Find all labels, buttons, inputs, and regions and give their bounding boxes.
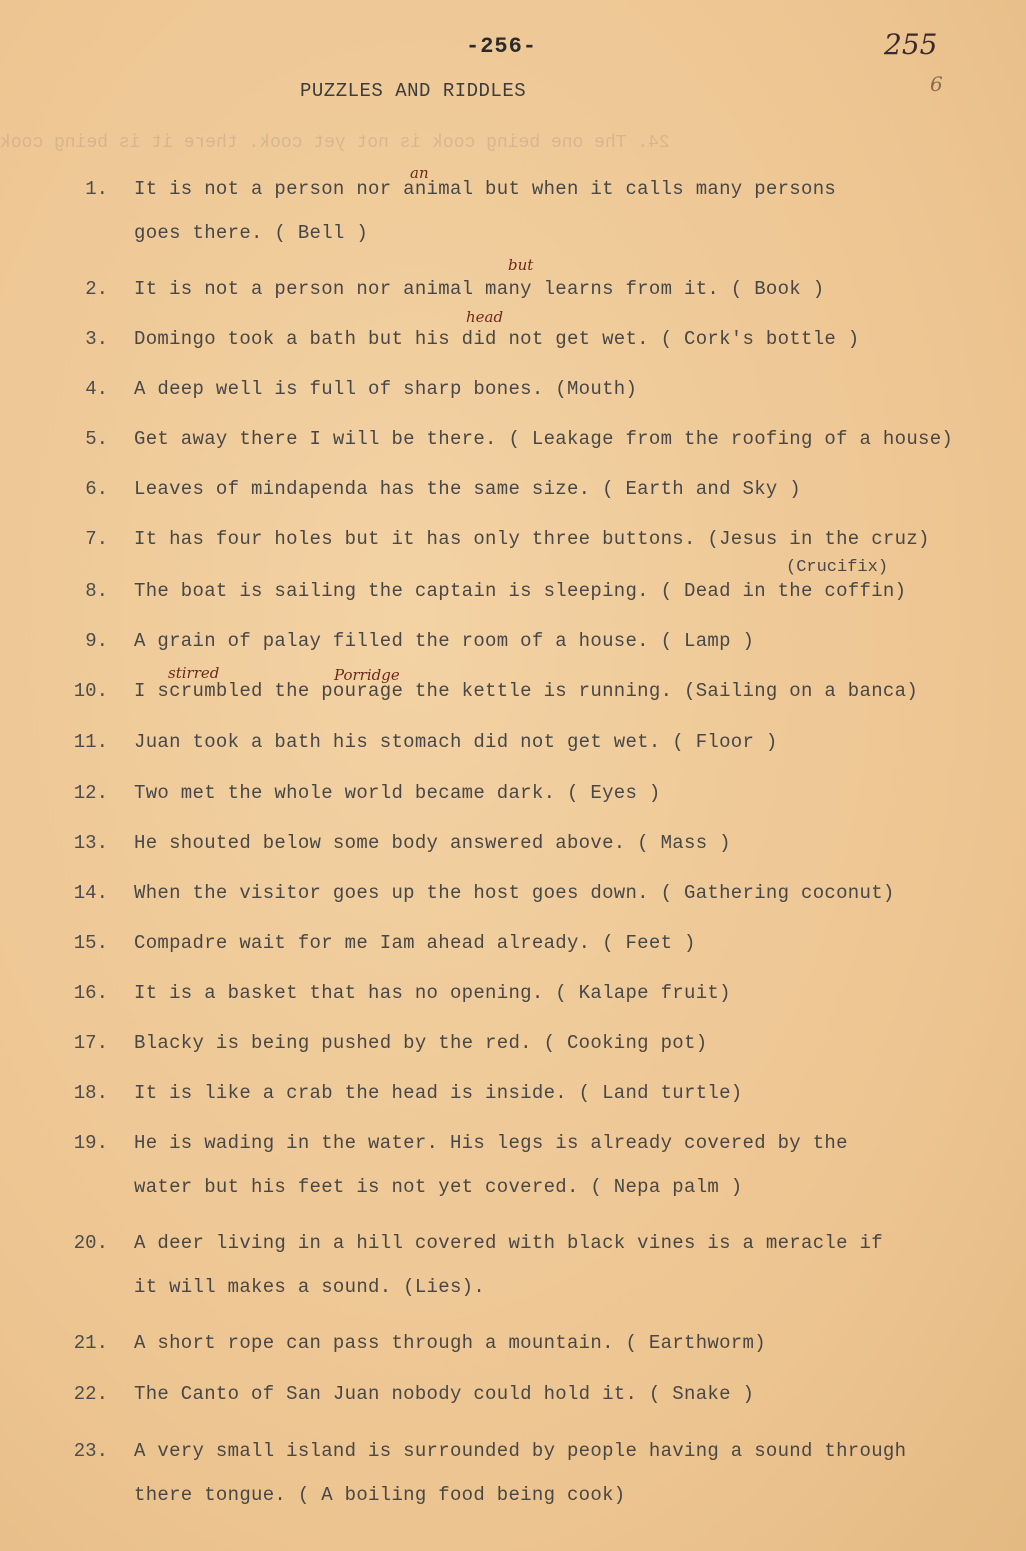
annotation-stirred: stirred — [168, 664, 220, 682]
riddle-text: It is not a person nor animal but when it calls many persons — [134, 178, 837, 200]
riddle-number: 6. — [85, 478, 108, 500]
riddle-text: He is wading in the water. His legs is already covered by the — [134, 1132, 848, 1154]
riddle-item — [0, 428, 1026, 468]
riddle-item — [0, 630, 1026, 670]
page-number: -256- — [466, 34, 538, 59]
riddle-text: Leaves of mindapenda has the same size. ( Earth and Sky ) — [134, 478, 802, 500]
riddle-item — [0, 328, 1026, 368]
riddle-item — [0, 478, 1026, 518]
riddle-item — [0, 680, 1026, 720]
riddle-text: Two met the whole world became dark. ( Eyes ) — [134, 782, 661, 804]
riddle-number: 16. — [73, 982, 108, 1004]
riddle-item — [0, 1232, 1026, 1298]
riddle-text: When the visitor goes up the host goes down. ( Gathering coconut) — [134, 882, 895, 904]
annotation-porridge: Porridge — [334, 666, 400, 684]
riddle-text: It is like a crab the head is inside. ( Land turtle) — [134, 1082, 743, 1104]
riddle-number: 3. — [85, 328, 108, 350]
riddle-text-continued: it will makes a sound. (Lies). — [134, 1276, 486, 1298]
riddle-number: 14. — [73, 882, 108, 904]
riddle-number: 19. — [73, 1132, 108, 1154]
riddle-item — [0, 1032, 1026, 1072]
annotation-crucifix: (Crucifix) — [786, 558, 889, 577]
riddle-number: 21. — [73, 1332, 108, 1354]
riddle-item — [0, 278, 1026, 318]
riddle-text: He shouted below some body answered above. ( Mass ) — [134, 832, 731, 854]
riddle-number: 22. — [73, 1383, 108, 1405]
riddle-text: A very small island is surrounded by people having a sound through — [134, 1440, 907, 1462]
bleed-through-text: 24. The one being cook is not yet cook. there it is being cook — [0, 133, 670, 153]
riddle-number: 10. — [73, 680, 108, 702]
riddle-text: Juan took a bath his stomach did not get wet. ( Floor ) — [134, 731, 778, 753]
riddle-number: 12. — [73, 782, 108, 804]
annotation-an: an — [410, 164, 429, 182]
riddle-item — [0, 832, 1026, 872]
riddle-number: 4. — [85, 378, 108, 400]
riddle-number: 5. — [85, 428, 108, 450]
document-title: PUZZLES AND RIDDLES — [300, 80, 527, 102]
riddle-number: 2. — [85, 278, 108, 300]
riddle-number: 23. — [73, 1440, 108, 1462]
riddle-number: 9. — [85, 630, 108, 652]
riddle-text: It is not a person nor animal many learns from it. ( Book ) — [134, 278, 825, 300]
riddle-text: Get away there I will be there. ( Leakage from the roofing of a house) — [134, 428, 954, 450]
riddle-number: 15. — [73, 932, 108, 954]
riddle-text: The boat is sailing the captain is sleeping. ( Dead in the coffin) — [134, 580, 907, 602]
annotation-head: head — [466, 308, 504, 326]
riddle-text: A short rope can pass through a mountain. ( Earthworm) — [134, 1332, 766, 1354]
riddle-text: Domingo took a bath but his did not get wet. ( Cork's bottle ) — [134, 328, 860, 350]
riddle-text: I scrumbled the pourage the kettle is running. (Sailing on a banca) — [134, 680, 919, 702]
riddle-item — [0, 580, 1026, 620]
riddle-item — [0, 1440, 1026, 1506]
riddle-number: 7. — [85, 528, 108, 550]
riddle-text-continued: goes there. ( Bell ) — [134, 222, 369, 244]
riddle-text: Blacky is being pushed by the red. ( Cooking pot) — [134, 1032, 708, 1054]
riddle-number: 8. — [85, 580, 108, 602]
riddle-item — [0, 982, 1026, 1022]
riddle-item — [0, 1132, 1026, 1198]
riddle-item — [0, 1332, 1026, 1372]
riddle-text: It is a basket that has no opening. ( Kalape fruit) — [134, 982, 731, 1004]
riddle-item — [0, 932, 1026, 972]
riddle-text: A grain of palay filled the room of a house. ( Lamp ) — [134, 630, 755, 652]
riddle-number: 13. — [73, 832, 108, 854]
annotation-but: but — [508, 256, 534, 274]
riddle-number: 17. — [73, 1032, 108, 1054]
handwritten-page-number: 255 — [884, 28, 938, 61]
riddle-text: A deep well is full of sharp bones. (Mouth) — [134, 378, 638, 400]
handwritten-sub-number: 6 — [930, 72, 943, 96]
riddle-text: The Canto of San Juan nobody could hold it. ( Snake ) — [134, 1383, 755, 1405]
riddle-item — [0, 178, 1026, 244]
riddle-item — [0, 378, 1026, 418]
riddle-item — [0, 731, 1026, 771]
riddle-number: 11. — [73, 731, 108, 753]
riddle-text: It has four holes but it has only three buttons. (Jesus in the cruz) — [134, 528, 930, 550]
riddle-number: 1. — [85, 178, 108, 200]
riddle-item — [0, 882, 1026, 922]
riddle-number: 18. — [73, 1082, 108, 1104]
riddle-item — [0, 782, 1026, 822]
riddle-item — [0, 1082, 1026, 1122]
riddle-text-continued: water but his feet is not yet covered. ( Nepa palm ) — [134, 1176, 743, 1198]
riddle-number: 20. — [73, 1232, 108, 1254]
riddle-item — [0, 1383, 1026, 1423]
riddle-text-continued: there tongue. ( A boiling food being cook) — [134, 1484, 626, 1506]
riddle-text: Compadre wait for me Iam ahead already. ( Feet ) — [134, 932, 696, 954]
riddle-text: A deer living in a hill covered with black vines is a meracle if — [134, 1232, 883, 1254]
